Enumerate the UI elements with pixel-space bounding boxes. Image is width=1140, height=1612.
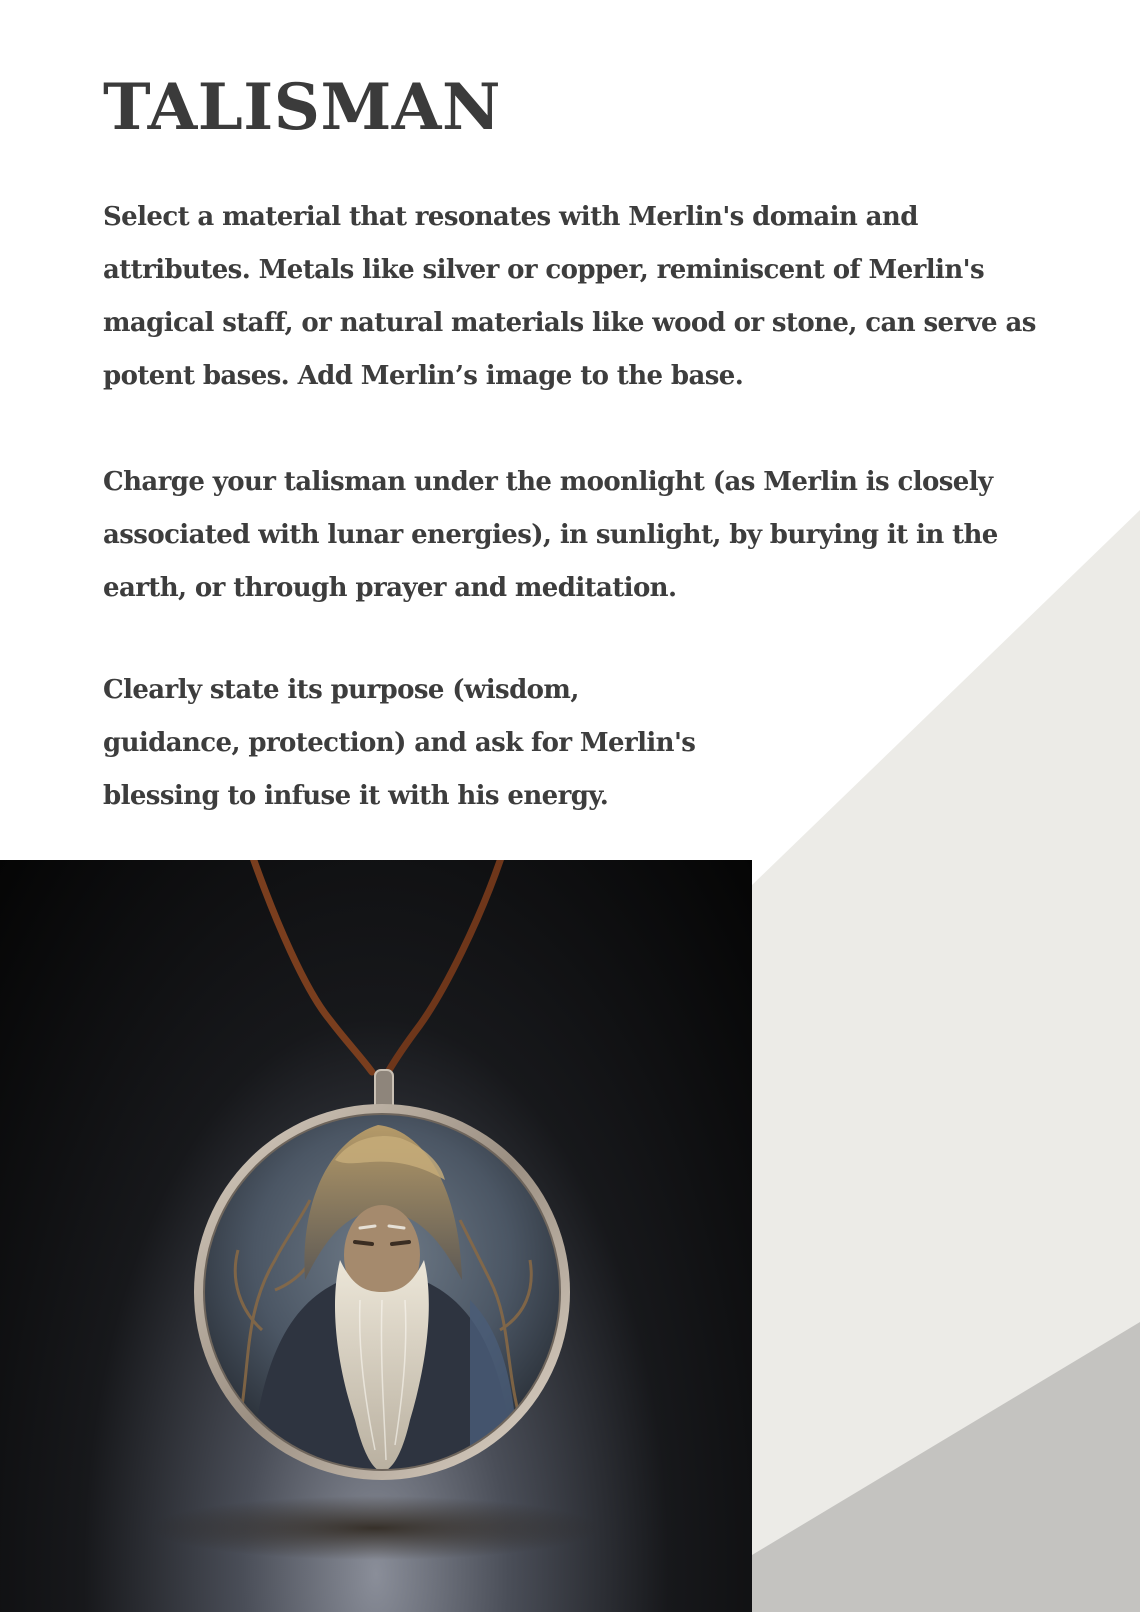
cord-right (388, 860, 502, 1072)
cord-left (252, 860, 372, 1072)
pendant-shadow (150, 1496, 600, 1560)
merlin-pendant-icon (0, 860, 752, 1612)
talisman-photo (0, 860, 752, 1612)
charging-paragraph: Charge your talisman under the moonlight (as Merlin is closely associated with lunar energies), in sunlight, by burying it in the earth, or through prayer and meditation. (103, 466, 998, 603)
text-content (103, 70, 1053, 823)
page-title: TALISMAN (103, 70, 501, 145)
purpose-paragraph: Clearly state its purpose (wisdom, guidance, protection) and ask for Merlin's blessing to infuse it with his energy. (103, 674, 696, 811)
material-paragraph: Select a material that resonates with Merlin's domain and attributes. Metals like silver or copper, reminiscent of Merlin's magical staff, or natural materials like wood or stone, can serve as potent bases. Add Merlin’s image to the base. (103, 201, 1036, 391)
